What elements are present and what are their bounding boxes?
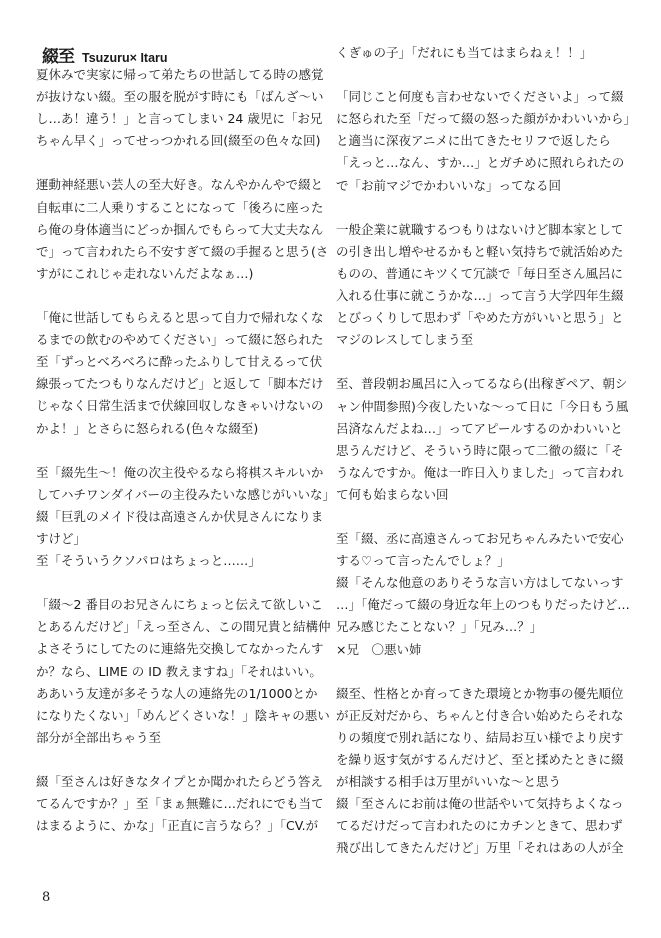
blank-line [36,285,328,307]
text-line: とあるんだけど」「えっ至さん、この間兄貴と結構仲 [36,619,331,635]
text-line: ものの、普通にキツくて冗談で「毎日至さん風呂に [336,265,624,281]
text-line: で「お前マジでかわいいな」ってなる回 [336,177,562,193]
text-line: になりたくない」「めんどくさいな！」陰キャの悪い [36,707,330,723]
text-line: 綴「至さんは好きなタイプとか聞かれたらどう答え [36,774,323,789]
text-line: ら俺の身体適当にどっか掴んでもらって大丈夫なん [36,221,324,237]
text-line: 呂済なんだよね…」ってアピールするのかわいいと [336,420,623,436]
text-line: 線張ってたつもりなんだけど」と返して「脚本だけ [36,376,324,392]
text-line: と適当に深夜アニメに出てきたセリフで返したら [336,133,611,149]
text-line: て何も始まらない回 [336,486,449,502]
blank-line [36,749,328,771]
title-english: Tsuzuru× Itaru [82,51,168,65]
text-line: で」って言われたら不安すぎて綴の手握ると思う(さ [36,243,329,259]
blank-line [36,572,328,594]
text-line: が相談する相手は万里がいいな〜と思う [336,774,562,790]
text-line: 至「ずっとべろべろに酔ったふりして甘えるって伏 [36,354,323,370]
text-line: 至「綴、丞に高遠さんってお兄ちゃんみたいで安心 [336,531,624,547]
title-japanese: 綴至 [42,47,74,67]
text-line: してハチワンダイバーの主役みたいな感じがいいな」 [36,486,336,502]
text-line: ああいう友達が多そうな人の連絡先の1/1000とか [36,685,318,701]
text-line: 綴「至さんにお前は俺の世話やいて気持ちよくなっ [336,796,624,812]
text-line: くぎゅの子」「だれにも当てはまらねぇ！！」 [336,45,593,60]
text-line: する♡って言ったんでしょ？」 [336,553,510,569]
text-line: ×兄 〇悪い姉 [336,641,422,657]
text-line: るまでの飲むのやめてください」って綴に怒られた [36,332,324,348]
text-line: かよ！」とさらに怒られる(色々な綴至) [36,420,259,436]
text-line: 「えっと…なん、すか…」とガチめに照れられたの [336,155,625,171]
text-line: 兄み感じたことない？」「兄み…？」 [336,619,543,635]
blank-line [336,197,628,219]
text-line: 至、普段朝お風呂に入ってるなら(出稼ぎペア、朝シ [336,376,628,392]
text-line: …」「俺だって綴の身近な年上のつもりだったけど… [336,597,630,613]
text-line: の引き出し増やせるかもと軽い気持ちで就活始めた [336,243,624,259]
text-line: 至「綴先生〜！俺の次主役やるなら将棋スキルいか [36,464,324,480]
text-line: てるだけだって言われたのにカチンときて、思わず [336,818,623,834]
text-line: が正反対だから、ちゃんと付き合い始めたらそれな [336,707,624,723]
text-line: 至「そういうクソパロはちょっと……」 [36,553,261,569]
text-line: 「綴〜2 番目のお兄さんにちょっと伝えて欲しいこ [36,597,323,613]
text-line: 「同じこと何度も言わせないでくださいよ」って綴 [336,89,624,105]
text-line: じゃなく日常生活まで伏線回収しなきゃいけないの [36,398,324,414]
text-line: か？なら、LIME の ID 教えますね」「それはいい。 [36,663,322,679]
text-line: 一般企業に就職するつもりはないけど脚本家として [336,221,624,237]
blank-line [36,152,328,174]
text-line: 夏休みで実家に帰って弟たちの世話してる時の感覚 [36,67,324,82]
blank-line [336,64,628,86]
text-line: 「俺に世話してもらえると思って自力で帰れなくな [36,310,324,326]
page-number: 8 [42,890,51,905]
blank-line [36,440,328,462]
right-column [336,42,637,859]
text-line: はまるように、かな」「正直に言うなら？」「CV.が [36,818,319,834]
text-line: を繰り返す気がするんだけど、至と揉めたときに綴 [336,752,624,767]
text-line: マジのレスしてしまう至 [336,332,474,348]
text-line: とびっくりして思わず「やめた方がいいと思う」と [336,310,624,326]
text-line: し…あ！違う！」と言ってしまい 24 歳児に「お兄 [36,111,323,127]
text-line: ちゃん早く」ってせっつかれる回(綴至の色々な回) [36,133,321,149]
text-line: 思うんだけど、そういう時に限って二徹の綴に「そ [336,442,624,458]
text-line: てるんですか？」至「まぁ無難に…だれにでも当て [36,796,324,812]
text-line: 運動神経悪い芸人の至大好き。なんやかんやで綴と [36,177,324,193]
text-line: ャン仲間参照)今夜したいな〜って日に「今日もう風 [336,398,629,414]
text-line: すけど」 [36,530,87,546]
text-line: うなんですか。俺は一昨日入りました」って言われ [336,464,624,480]
text-line: よさそうにしてたのに連絡先交換してなかったんす [36,641,324,657]
blank-line [336,351,628,373]
text-line: 飛び出してきたんだけど」万里「それはあの人が全 [336,840,624,856]
text-line: 綴至、性格とか育ってきた環境とか物事の優先順位 [336,685,624,701]
text-line: に怒られた至「だって綴の怒った顔がかわいいから」 [336,111,637,127]
text-line: 入れる仕事に就こうかな…」って言う大学四年生綴 [336,288,624,304]
text-line: りの頻度で別れ話になり、結局お互い様でより戻す [336,729,624,745]
blank-line [336,661,628,683]
text-line: 綴「巨乳のメイド役は高遠さんか伏見さんになりま [36,508,324,524]
blank-line [336,506,628,528]
text-line: 綴「そんな他意のありそうな言い方はしてないっす [336,575,624,591]
text-line: 自転車に二人乗りすることになって「後ろに座った [36,199,324,215]
text-line: が抜けない綴。至の服を脱がす時にも「ばんざ〜い [36,89,324,105]
text-line: 部分が全部出ちゃう至 [36,729,162,745]
left-column [36,64,336,837]
text-line: すがにこれじゃ走れないんだよなぁ…) [36,265,254,281]
